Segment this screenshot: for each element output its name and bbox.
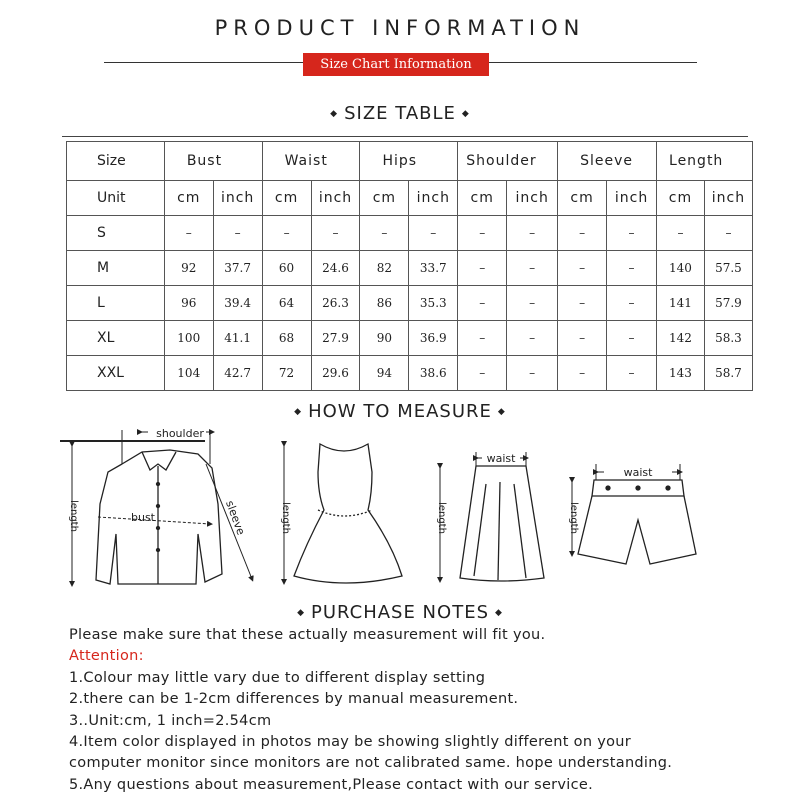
size-row: [67, 321, 753, 356]
value-cell: –: [213, 216, 262, 251]
size-cell: XXL: [67, 356, 165, 391]
value-cell: –: [458, 251, 507, 286]
value-cell: 35.3: [409, 286, 458, 321]
value-cell: –: [164, 216, 213, 251]
value-cell: –: [458, 286, 507, 321]
value-cell: 58.3: [704, 321, 752, 356]
size-cell: L: [67, 286, 165, 321]
value-cell: 72: [262, 356, 311, 391]
value-cell: 100: [164, 321, 213, 356]
value-cell: 140: [657, 251, 705, 286]
unit-cell: cm: [458, 181, 507, 216]
how-to-measure-heading: ◆ HOW TO MEASURE ◆: [294, 401, 506, 422]
length-label: length: [68, 500, 79, 532]
notes-line: computer monitor since monitors are not calibrated same. hope understanding.: [69, 755, 673, 772]
group-shoulder: Shoulder: [458, 142, 558, 181]
size-row: [67, 251, 753, 286]
shirt-figure: [60, 430, 252, 584]
value-cell: 96: [164, 286, 213, 321]
value-cell: 39.4: [213, 286, 262, 321]
skirt-figure: [440, 452, 544, 581]
value-cell: 104: [164, 356, 213, 391]
notes-line: 5.Any questions about measurement,Please contact with our service.: [69, 776, 594, 793]
unit-cell: inch: [409, 181, 458, 216]
value-cell: 143: [657, 356, 705, 391]
value-cell: 58.7: [704, 356, 752, 391]
waist-label: waist: [623, 466, 653, 479]
value-cell: –: [607, 286, 657, 321]
value-cell: –: [458, 321, 507, 356]
size-rows: [67, 216, 753, 391]
value-cell: 82: [360, 251, 409, 286]
size-table-heading: ◆ SIZE TABLE ◆: [330, 103, 470, 124]
notes-line: 1.Colour may little vary due to different display setting: [69, 669, 486, 686]
unit-cell: inch: [607, 181, 657, 216]
notes-line: 3..Unit:cm, 1 inch=2.54cm: [69, 712, 272, 729]
size-row: [67, 216, 753, 251]
shorts-figure: [572, 464, 696, 564]
value-cell: –: [311, 216, 360, 251]
group-length: Length: [657, 142, 753, 181]
waist-label: waist: [486, 452, 516, 465]
notes-intro: Please make sure that these actually measurement will fit you.: [69, 627, 546, 643]
size-label: Size: [67, 142, 165, 181]
value-cell: 90: [360, 321, 409, 356]
value-cell: –: [409, 216, 458, 251]
sleeve-label: sleeve: [223, 498, 248, 537]
size-table: [66, 141, 753, 391]
size-row: [67, 356, 753, 391]
dress-figure: [284, 444, 402, 583]
value-cell: –: [657, 216, 705, 251]
value-cell: 68: [262, 321, 311, 356]
shoulder-label: shoulder: [156, 427, 204, 440]
value-cell: 33.7: [409, 251, 458, 286]
value-cell: 92: [164, 251, 213, 286]
value-cell: –: [558, 286, 607, 321]
diamond-icon: ◆: [330, 109, 339, 119]
purchase-notes: [69, 625, 789, 796]
value-cell: –: [558, 216, 607, 251]
unit-cell: cm: [164, 181, 213, 216]
value-cell: –: [507, 286, 558, 321]
diamond-icon: ◆: [497, 407, 506, 417]
table-top-rule: [62, 136, 748, 137]
value-cell: –: [607, 356, 657, 391]
size-cell: M: [67, 251, 165, 286]
unit-cell: inch: [311, 181, 360, 216]
notes-attention: Attention:: [69, 648, 144, 665]
diamond-icon: ◆: [461, 109, 470, 119]
diamond-icon: ◆: [495, 608, 503, 618]
value-cell: –: [607, 251, 657, 286]
purchase-notes-heading: ◆ PURCHASE NOTES ◆: [297, 602, 503, 623]
value-cell: 142: [657, 321, 705, 356]
table-group-header: [67, 142, 753, 181]
value-cell: 141: [657, 286, 705, 321]
unit-cell: cm: [558, 181, 607, 216]
how-to-measure-figures: [0, 424, 800, 599]
page-title: PRODUCT INFORMATION: [214, 16, 586, 40]
diamond-icon: ◆: [294, 407, 303, 417]
value-cell: 36.9: [409, 321, 458, 356]
value-cell: 64: [262, 286, 311, 321]
title-rule-right: [489, 62, 697, 63]
size-chart-badge: Size Chart Information: [303, 53, 489, 76]
value-cell: 94: [360, 356, 409, 391]
value-cell: –: [607, 321, 657, 356]
unit-cell: cm: [360, 181, 409, 216]
value-cell: –: [458, 356, 507, 391]
value-cell: 38.6: [409, 356, 458, 391]
value-cell: 60: [262, 251, 311, 286]
value-cell: 57.5: [704, 251, 752, 286]
value-cell: –: [704, 216, 752, 251]
value-cell: –: [558, 356, 607, 391]
length-label: length: [280, 502, 291, 534]
value-cell: 86: [360, 286, 409, 321]
value-cell: –: [558, 251, 607, 286]
notes-line: 4.Item color displayed in photos may be showing slightly different on your: [69, 734, 632, 751]
bust-label: bust: [131, 511, 155, 524]
unit-cell: cm: [262, 181, 311, 216]
diamond-icon: ◆: [297, 608, 305, 618]
value-cell: –: [507, 321, 558, 356]
value-cell: –: [360, 216, 409, 251]
title-rule-left: [104, 62, 303, 63]
value-cell: –: [507, 251, 558, 286]
value-cell: –: [507, 356, 558, 391]
value-cell: 42.7: [213, 356, 262, 391]
unit-cell: inch: [507, 181, 558, 216]
value-cell: 24.6: [311, 251, 360, 286]
value-cell: 57.9: [704, 286, 752, 321]
value-cell: 26.3: [311, 286, 360, 321]
unit-cell: inch: [704, 181, 752, 216]
value-cell: –: [262, 216, 311, 251]
value-cell: 29.6: [311, 356, 360, 391]
size-row: [67, 286, 753, 321]
unit-cell: inch: [213, 181, 262, 216]
group-hips: Hips: [360, 142, 458, 181]
table-unit-row: [67, 181, 753, 216]
notes-line: 2.there can be 1-2cm differences by manual measurement.: [69, 691, 519, 708]
value-cell: 37.7: [213, 251, 262, 286]
group-bust: Bust: [164, 142, 262, 181]
length-label: length: [568, 502, 579, 534]
value-cell: 27.9: [311, 321, 360, 356]
value-cell: 41.1: [213, 321, 262, 356]
length-label: length: [436, 502, 447, 534]
value-cell: –: [458, 216, 507, 251]
value-cell: –: [607, 216, 657, 251]
size-cell: S: [67, 216, 165, 251]
value-cell: –: [507, 216, 558, 251]
unit-label: Unit: [67, 181, 165, 216]
group-sleeve: Sleeve: [558, 142, 657, 181]
size-cell: XL: [67, 321, 165, 356]
unit-cell: cm: [657, 181, 705, 216]
group-waist: Waist: [262, 142, 360, 181]
value-cell: –: [558, 321, 607, 356]
